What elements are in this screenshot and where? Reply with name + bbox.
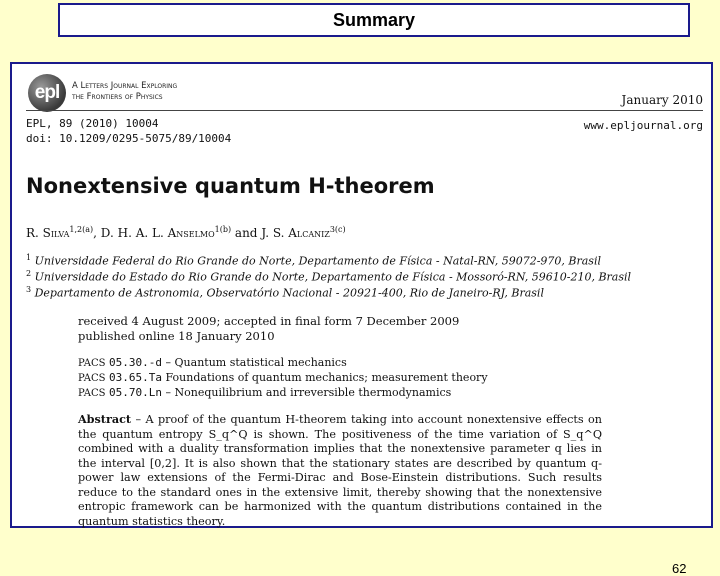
pacs-description: Foundations of quantum mechanics; measurement theory xyxy=(165,371,488,384)
author-affil-mark: 1,2(a) xyxy=(69,225,94,234)
paper-title: Nonextensive quantum H-theorem xyxy=(26,174,435,198)
affiliation-text: Universidade Federal do Rio Grande do Norte, Departamento de Física - Natal-RN, 59072-970, Brasil xyxy=(34,254,601,268)
pacs-description: Nonequilibrium and irreversible thermodynamics xyxy=(174,386,452,399)
pacs-entry xyxy=(78,371,488,384)
slide-page-number: 62 xyxy=(672,561,687,576)
paper-page-image xyxy=(10,62,713,576)
epl-logo: epl xyxy=(28,74,66,112)
journal-line-2: the Frontiers of Physics xyxy=(72,92,163,102)
affiliation-number: 3 xyxy=(26,285,32,294)
pacs-separator: – xyxy=(162,356,175,369)
author-name: J. S. Alcaniz xyxy=(261,226,330,240)
author-separator: and xyxy=(231,226,262,240)
pacs-code: 03.65.Ta xyxy=(109,371,163,384)
pacs-separator: – xyxy=(162,386,175,399)
author-name: D. H. A. L. Anselmo xyxy=(100,226,215,240)
affiliation xyxy=(26,269,631,284)
received-dates: received 4 August 2009; accepted in final form 7 December 2009 xyxy=(78,314,460,328)
abstract xyxy=(78,412,602,529)
pacs-label: PACS xyxy=(78,358,106,369)
abstract-text: – A proof of the quantum H-theorem taking into account nonextensive effects on the quantum entropy S_q^Q is shown. The positiveness of the time variation of S_q^Q combined with a duality transformation implies that the nonextensive parameter q lies in the interval [0,2]. It is also shown that the stationary states are described by quantum q-power law extensions of the Fermi-Dirac and Bose-Einstein distributions. Such results reduce to the standard ones in the extensive limit, thereby showing that the nonextensive entropic framework can be harmonized with the quantum distributions contained in the quantum statistics theory. xyxy=(78,413,602,528)
doi: doi: 10.1209/0295-5075/89/10004 xyxy=(26,132,232,145)
affiliation-number: 2 xyxy=(26,269,32,278)
affiliation xyxy=(26,285,544,300)
author-separator: , xyxy=(93,226,101,240)
abstract-heading: Abstract xyxy=(78,412,132,426)
author-name: R. Silva xyxy=(26,226,70,240)
author-affil-mark: 1(b) xyxy=(214,225,232,234)
affiliation-text: Universidade do Estado do Rio Grande do Norte, Departamento de Física - Mossoró-RN, 59610-210, Brasil xyxy=(34,270,632,284)
author-affil-mark: 3(c) xyxy=(329,225,346,234)
journal-description xyxy=(72,81,177,103)
journal-line-1: A Letters Journal Exploring xyxy=(72,81,178,91)
header-rule xyxy=(26,110,703,111)
pacs-label: PACS xyxy=(78,373,106,384)
pacs-entry xyxy=(78,356,347,369)
published-date: published online 18 January 2010 xyxy=(78,329,275,343)
pacs-code: 05.30.-d xyxy=(109,356,163,369)
affiliation xyxy=(26,253,601,268)
pacs-code: 05.70.Ln xyxy=(109,386,163,399)
journal-website: www.epljournal.org xyxy=(583,119,703,132)
issue-date: January 2010 xyxy=(621,93,703,107)
slide-title: Summary xyxy=(58,3,690,37)
pacs-entry xyxy=(78,386,451,399)
pacs-description: Quantum statistical mechanics xyxy=(174,356,347,369)
pacs-label: PACS xyxy=(78,388,106,399)
citation: EPL, 89 (2010) 10004 xyxy=(26,117,159,130)
affiliation-number: 1 xyxy=(26,253,32,262)
affiliation-text: Departamento de Astronomia, Observatório Nacional - 20921-400, Rio de Janeiro-RJ, Brasil xyxy=(34,286,544,300)
author-list xyxy=(26,225,346,240)
